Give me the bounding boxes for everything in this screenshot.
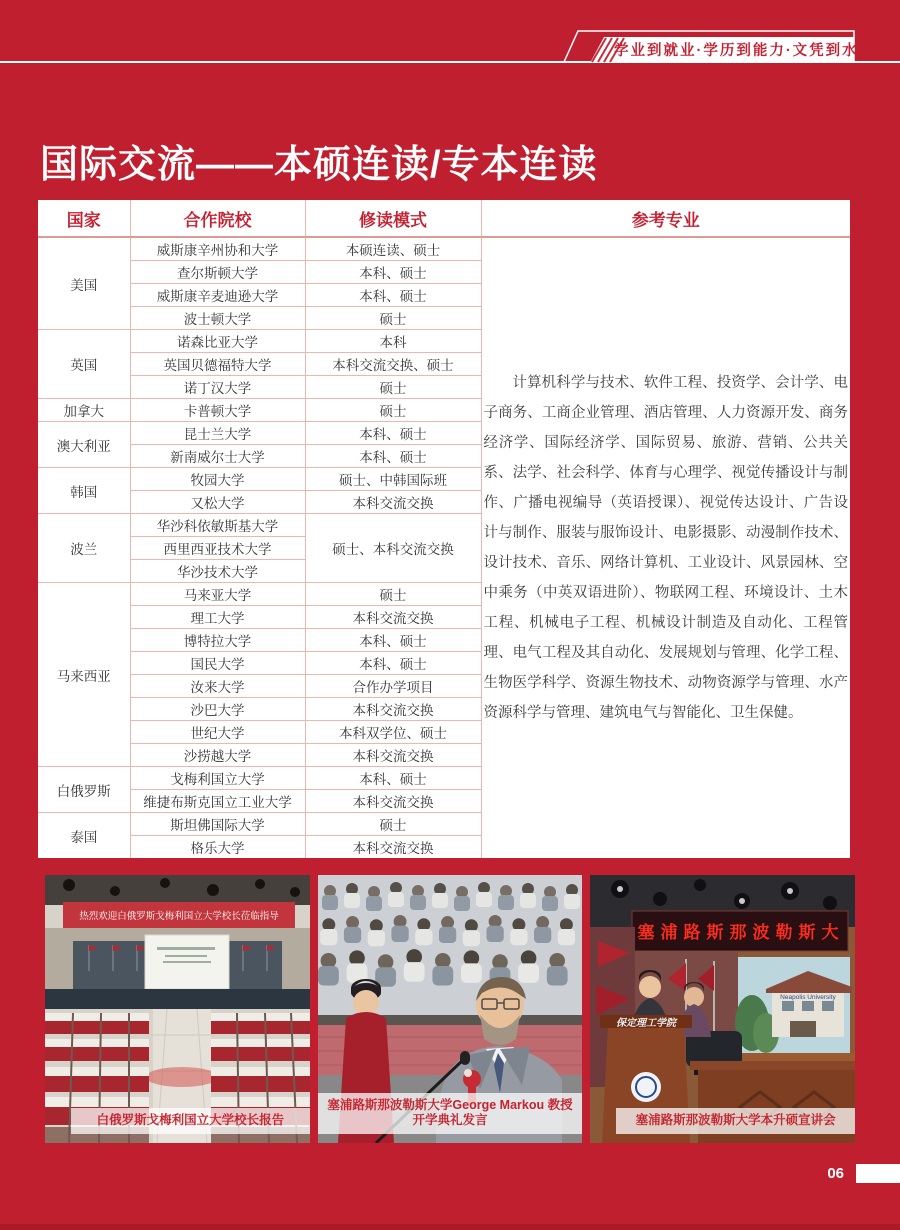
led-banner-text: 塞浦路斯那波勒斯大	[637, 923, 845, 942]
mode-cell: 本科交流交换	[305, 836, 481, 859]
university-cell: 格乐大学	[130, 836, 305, 859]
country-cell: 加拿大	[38, 399, 130, 422]
partners-table-body	[38, 237, 850, 858]
university-cell: 卡普顿大学	[130, 399, 305, 422]
mode-cell: 本科交流交换、硕士	[305, 353, 481, 376]
col-header-mode: 修读模式	[305, 200, 481, 237]
mode-cell: 硕士	[305, 813, 481, 836]
university-cell: 威斯康辛麦迪逊大学	[130, 284, 305, 307]
photo-caption: 塞浦路斯那波勒斯大学本升硕宣讲会	[616, 1108, 855, 1134]
mode-cell: 硕士	[305, 376, 481, 399]
country-cell: 澳大利亚	[38, 422, 130, 468]
partners-table	[38, 200, 850, 858]
photo-belarus-lecture	[45, 875, 310, 1143]
mode-cell: 硕士	[305, 307, 481, 330]
university-cell: 国民大学	[130, 652, 305, 675]
country-cell: 英国	[38, 330, 130, 399]
country-cell: 美国	[38, 237, 130, 330]
page-title: 国际交流——本硕连读/专本连读	[40, 144, 598, 186]
mode-cell: 本科、硕士	[305, 261, 481, 284]
photo-strip	[45, 875, 855, 1143]
mode-cell: 本科交流交换	[305, 491, 481, 514]
mode-cell: 本科交流交换	[305, 744, 481, 767]
col-header-university: 合作院校	[130, 200, 305, 237]
university-cell: 诺丁汉大学	[130, 376, 305, 399]
mode-cell: 本科交流交换	[305, 698, 481, 721]
university-cell: 波士顿大学	[130, 307, 305, 330]
mode-cell: 合作办学项目	[305, 675, 481, 698]
mode-cell: 本科、硕士	[305, 767, 481, 790]
photo-neapolis-session	[590, 875, 855, 1143]
university-cell: 沙捞越大学	[130, 744, 305, 767]
university-cell: 查尔斯顿大学	[130, 261, 305, 284]
photo-caption: 塞浦路斯那波勒斯大学George Markou 教授开学典礼发言	[318, 1093, 583, 1134]
country-cell: 白俄罗斯	[38, 767, 130, 813]
university-cell: 威斯康辛州协和大学	[130, 237, 305, 261]
mode-cell: 本硕连读、硕士	[305, 237, 481, 261]
mode-cell: 本科	[305, 330, 481, 353]
university-cell: 英国贝德福特大学	[130, 353, 305, 376]
university-cell: 维捷布斯克国立工业大学	[130, 790, 305, 813]
welcome-banner-text: 热烈欢迎白俄罗斯戈梅利国立大学校长莅临指导	[79, 911, 279, 922]
mode-cell: 本科、硕士	[305, 652, 481, 675]
table-row	[38, 237, 850, 261]
mode-cell: 硕士	[305, 399, 481, 422]
podium-hall-illustration	[590, 875, 855, 1143]
table-header-row	[38, 200, 850, 237]
university-cell: 华沙技术大学	[130, 560, 305, 583]
university-cell: 马来亚大学	[130, 583, 305, 606]
country-cell: 马来西亚	[38, 583, 130, 767]
footer-bar	[856, 1164, 900, 1183]
presentation-screen	[735, 957, 852, 1053]
lecture-hall-illustration	[45, 875, 310, 1143]
photo-professor-ceremony	[318, 875, 583, 1143]
university-cell: 华沙科依敏斯基大学	[130, 514, 305, 537]
university-cell: 西里西亚技术大学	[130, 537, 305, 560]
mode-cell: 硕士	[305, 583, 481, 606]
screen-title-text: Neapolis University	[780, 994, 837, 1001]
mode-cell: 本科、硕士	[305, 445, 481, 468]
lectern-name-text: 保定理工学院	[616, 1018, 677, 1029]
mode-cell: 本科、硕士	[305, 629, 481, 652]
university-cell: 昆士兰大学	[130, 422, 305, 445]
country-cell: 波兰	[38, 514, 130, 583]
country-cell: 泰国	[38, 813, 130, 859]
mode-cell: 硕士、中韩国际班	[305, 468, 481, 491]
university-cell: 汝来大学	[130, 675, 305, 698]
university-cell: 诺森比亚大学	[130, 330, 305, 353]
university-cell: 沙巴大学	[130, 698, 305, 721]
majors-paragraph: 计算机科学与技术、软件工程、投资学、会计学、电子商务、工商企业管理、酒店管理、人力资源开发、商务经济学、国际经济学、国际贸易、旅游、营销、公共关系、法学、社会科学、体育与心理学、视觉传播设计与制作、广播电视编导（英语授课）、视觉传达设计、广告设计与制作、服装与服饰设计、电影摄影、动漫制作技术、设计技术、音乐、网络计算机、工业设计、风景园林、空中乘务（中英双语进阶）、物联网工程、环境设计、土木工程、机械电子工程、机械设计制造及自动化、工程管理、电气工程及其自动化、发展规划与管理、化学工程、生物医学科学、资源生物技术、动物资源学与管理、水产资源科学与管理、建筑电气与智能化、卫生保健。	[483, 375, 848, 721]
col-header-majors: 参考专业	[481, 200, 850, 237]
mode-cell: 硕士、本科交流交换	[305, 514, 481, 583]
mode-cell: 本科双学位、硕士	[305, 721, 481, 744]
footer-strip	[0, 1224, 900, 1230]
mode-cell: 本科、硕士	[305, 422, 481, 445]
mode-cell: 本科交流交换	[305, 606, 481, 629]
university-cell: 理工大学	[130, 606, 305, 629]
col-header-country: 国家	[38, 200, 130, 237]
university-cell: 斯坦佛国际大学	[130, 813, 305, 836]
university-cell: 牧园大学	[130, 468, 305, 491]
header-slogan: 学业到就业·学历到能力·文凭到水平	[614, 43, 876, 59]
university-cell: 博特拉大学	[130, 629, 305, 652]
university-cell: 新南威尔士大学	[130, 445, 305, 468]
university-cell: 戈梅利国立大学	[130, 767, 305, 790]
mode-cell: 本科交流交换	[305, 790, 481, 813]
photo-caption: 白俄罗斯戈梅利国立大学校长报告	[71, 1108, 310, 1134]
university-cell: 又松大学	[130, 491, 305, 514]
country-cell: 韩国	[38, 468, 130, 514]
majors-cell	[481, 237, 850, 858]
mode-cell: 本科、硕士	[305, 284, 481, 307]
university-cell: 世纪大学	[130, 721, 305, 744]
page-number: 06	[827, 1165, 844, 1182]
